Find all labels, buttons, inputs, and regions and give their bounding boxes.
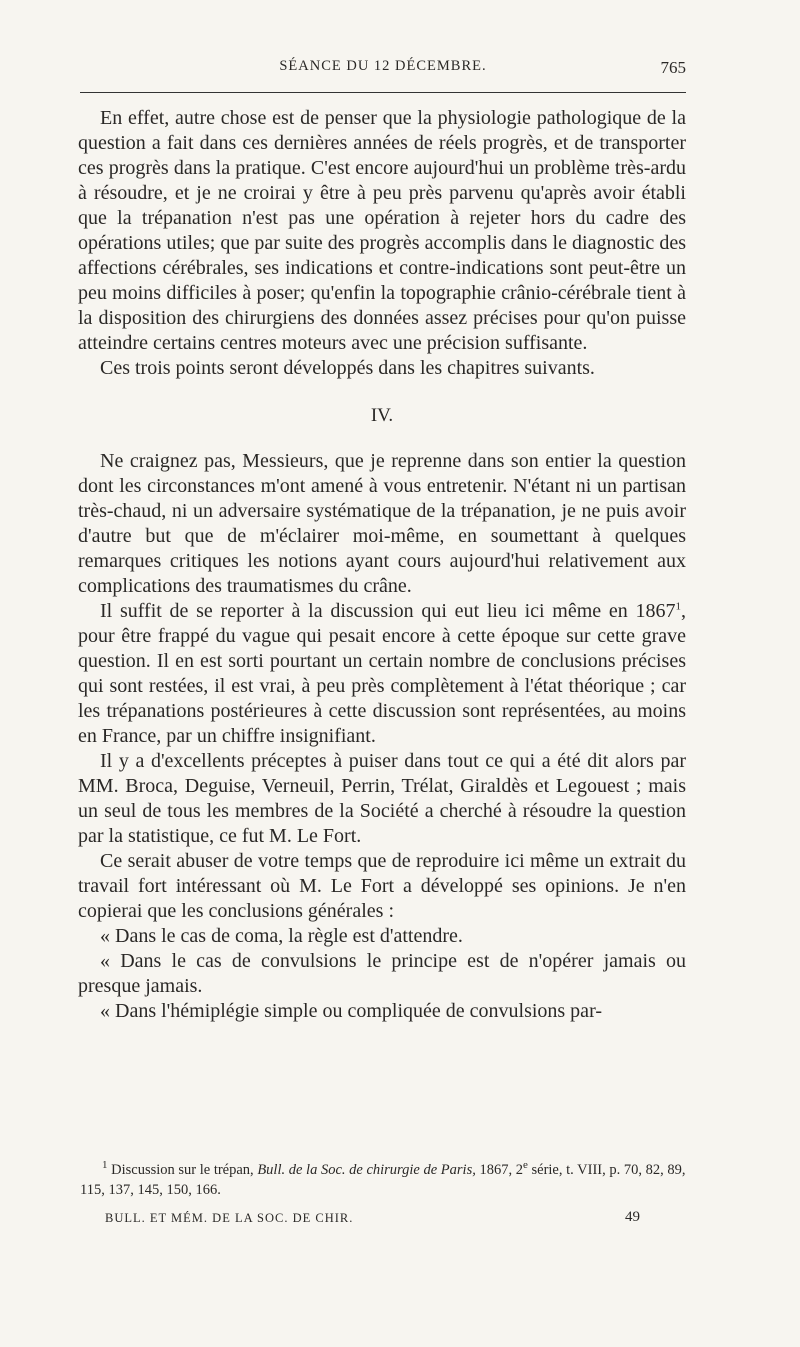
page-number: 765 [660,58,686,77]
quote-2: « Dans le cas de convulsions le principe est de n'opérer jamais ou presque jamais. [78,950,686,997]
footnote-marker: 1 [102,1159,108,1172]
page-header [80,58,686,84]
signature-number: 49 [625,1209,640,1225]
footnote [80,1160,686,1200]
quote-1: « Dans le cas de coma, la règle est d'attendre. [100,925,463,947]
footer-signature: BULL. ET MÉM. DE LA SOC. DE CHIR. [105,1211,354,1225]
footnote-reference: 1 [675,600,681,613]
footnote-text-3: série, t. VIII, p. 70, 82, 89, 115, 137, 145, 150, 166. [80,1162,686,1198]
paragraph-2: Ces trois points seront développés dans les chapitres suivants. [100,357,595,379]
footnote-text-1: Discussion sur le trépan, [107,1162,258,1178]
paragraph-1: En effet, autre chose est de penser que la physiologie pathologique de la question a fait dans ces dernières années de réels progrès, et de transporter ces progrès dans la pratique. C'est encore aujourd'hui un problème très-ardu à résoudre, et je ne croirai y être à peu près parvenu qu'après avoir établi que la trépanation n'est pas une opération à rejeter hors du cadre des opérations utiles; que par suite des progrès accomplis dans le diagnostic des affections cérébrales, ses indications et contre-indications sont peut-être un peu moins difficiles à poser; qu'enfin la topographie crânio-cérébrale tient à la disposition des chirurgiens des données assez précises pour qu'on puisse atteindre certains centres moteurs avec une précision suffisante. [78,107,686,354]
footnote-series-sup: e [522,1159,528,1172]
quote-3: « Dans l'hémiplégie simple ou compliquée de convulsions par- [100,1000,602,1022]
footnote-journal: Bull. de la Soc. de chirurgie de Paris, [257,1162,476,1178]
footnote-text [80,1160,686,1200]
paragraph-4 [78,599,686,749]
running-title: SÉANCE DU 12 DÉCEMBRE. [279,58,487,74]
footnote-text-2: 1867, 2 [475,1162,523,1178]
header-rule [80,92,686,93]
page-footer [80,1209,686,1231]
paragraph-6: Ce serait abuser de votre temps que de reproduire ici même un extrait du travail fort intéressant où M. Le Fort a développé ses opinions. Je n'en copierai que les conclusions générales : [78,850,686,922]
paragraph-3: Ne craignez pas, Messieurs, que je reprenne dans son entier la question dont les circonstances m'ont amené à vous entretenir. N'étant ni un partisan très-chaud, ni un adversaire systématique de la trépanation, je ne puis avoir d'autre but que de m'éclairer moi-même, en soumettant à quelques remarques critiques les notions ayant cours aujourd'hui relativement aux complications des traumatismes du crâne. [78,450,686,597]
paragraph-4-text-start: Il suffit de se reporter à la discussion qui eut lieu ici même en 1867 [100,600,676,622]
paragraph-5: Il y a d'excellents préceptes à puiser dans tout ce qui a été dit alors par MM. Broca, Deguise, Verneuil, Perrin, Trélat, Giraldès et Legouest ; mais un seul de tous les membres de la Société a cherché à résoudre la question par la statistique, ce fut M. Le Fort. [78,750,686,847]
body-text [78,106,686,1024]
paragraph-4-text-end: , pour être frappé du vague qui pesait encore à cette époque sur cette grave question. Il en est sorti pourtant un certain nombre de conclusions précises qui sont restées, il est vrai, à peu près complètement à l'état théorique ; car les trépanations postérieures à cette discussion sont représentées, au moins en France, par un chiffre insignifiant. [78,600,686,747]
section-heading: IV. [370,405,394,426]
